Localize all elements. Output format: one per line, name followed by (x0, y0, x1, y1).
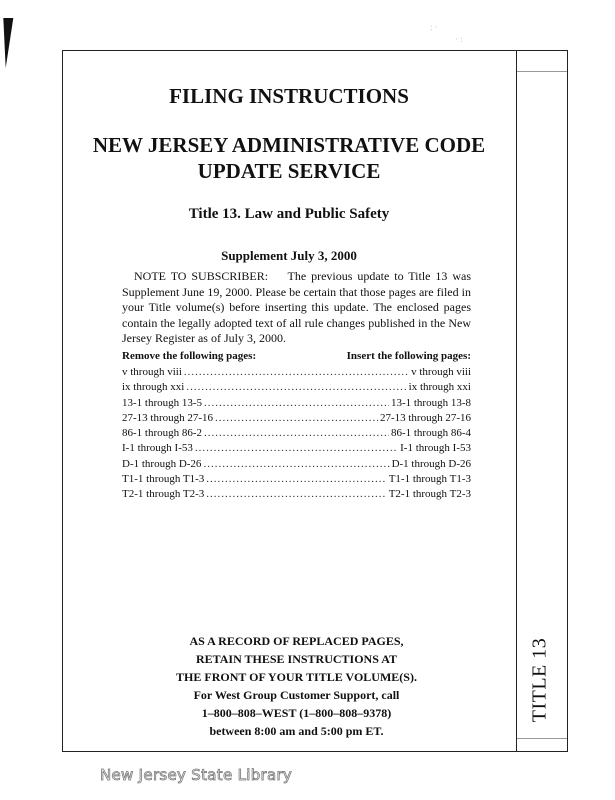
subscriber-note (122, 269, 471, 347)
code-title-line: UPDATE SERVICE (197, 159, 381, 183)
remove-range: ix through xxi (122, 381, 185, 394)
supplement-date: Supplement July 3, 2000 (221, 248, 357, 263)
support-phone: 1–800–808–WEST (1–800–808–9378) (201, 706, 392, 720)
tab-strip-divider (517, 738, 567, 739)
remove-range: T1-1 through T1-3 (122, 473, 205, 486)
insert-range: T1-1 through T1-3 (388, 473, 471, 486)
insert-range: 86-1 through 86-4 (390, 427, 471, 440)
retain-line: AS A RECORD OF REPLACED PAGES, (189, 634, 404, 648)
remove-header: Remove the following pages: (122, 350, 257, 362)
table-row (122, 381, 471, 396)
code-title-line: NEW JERSEY ADMINISTRATIVE CODE (92, 133, 486, 157)
remove-range: T2-1 through T2-3 (122, 488, 205, 501)
remove-range: D-1 through D-26 (122, 457, 202, 470)
dot-leader (206, 488, 386, 500)
page-title: FILING INSTRUCTIONS (169, 84, 409, 108)
dot-leader (215, 412, 378, 424)
remove-range: 86-1 through 86-2 (122, 427, 203, 440)
support-hours: between 8:00 am and 5:00 pm ET. (209, 724, 384, 738)
remove-range: 13-1 through 13-5 (122, 396, 203, 409)
remove-range: v through viii (122, 366, 182, 378)
code-title (62, 132, 516, 184)
title-subject: Title 13. Law and Public Safety (188, 206, 390, 222)
retain-line: THE FRONT OF YOUR TITLE VOLUME(S). (176, 670, 417, 684)
tab-strip-divider (517, 71, 567, 72)
dot-leader (203, 458, 389, 470)
dot-leader (204, 427, 389, 439)
note-body: The previous update to Title 13 was Supplement June 19, 2000. Please be certain that those pages are filed in your Title volume(s) before inserting this update. The enclosed pages contain the legally adopted text of all rule changes published in the New Jersey Register as of July 3, 2000. (122, 269, 471, 345)
dot-leader (186, 381, 406, 393)
table-row (122, 458, 471, 473)
scan-speck: · : (455, 34, 463, 44)
insert-range: T2-1 through T2-3 (388, 488, 471, 501)
retain-line: RETAIN THESE INSTRUCTIONS AT (195, 652, 398, 666)
dot-leader (195, 442, 398, 454)
table-row (122, 473, 471, 488)
dot-leader (204, 397, 389, 409)
title-tab-label: TITLE 13 (528, 637, 551, 723)
dot-leader (184, 366, 409, 378)
support-line: For West Group Customer Support, call (193, 688, 400, 702)
note-lead: NOTE TO SUBSCRIBER: (134, 269, 269, 283)
scan-corner-mark (1, 18, 14, 68)
insert-range: I-1 through I-53 (400, 442, 471, 455)
library-stamp: New Jersey State Library (100, 766, 293, 784)
table-row (122, 488, 471, 503)
pages-table (122, 366, 471, 504)
insert-header: Insert the following pages: (346, 350, 471, 362)
insert-range: 13-1 through 13-8 (390, 396, 471, 409)
insert-range: D-1 through D-26 (391, 457, 471, 470)
table-row (122, 412, 471, 427)
customer-support (122, 686, 471, 740)
table-row (122, 442, 471, 457)
scan-speck: : · (430, 22, 438, 32)
table-row (122, 427, 471, 442)
table-row (122, 366, 471, 381)
retain-instructions (122, 632, 471, 686)
remove-range: I-1 through I-53 (122, 442, 193, 455)
pages-table-header (122, 350, 471, 362)
dot-leader (206, 473, 386, 485)
insert-range: v through viii (411, 366, 471, 378)
remove-range: 27-13 through 27-16 (122, 411, 214, 424)
table-row (122, 397, 471, 412)
insert-range: 27-13 through 27-16 (379, 411, 471, 424)
insert-range: ix through xxi (408, 381, 471, 394)
